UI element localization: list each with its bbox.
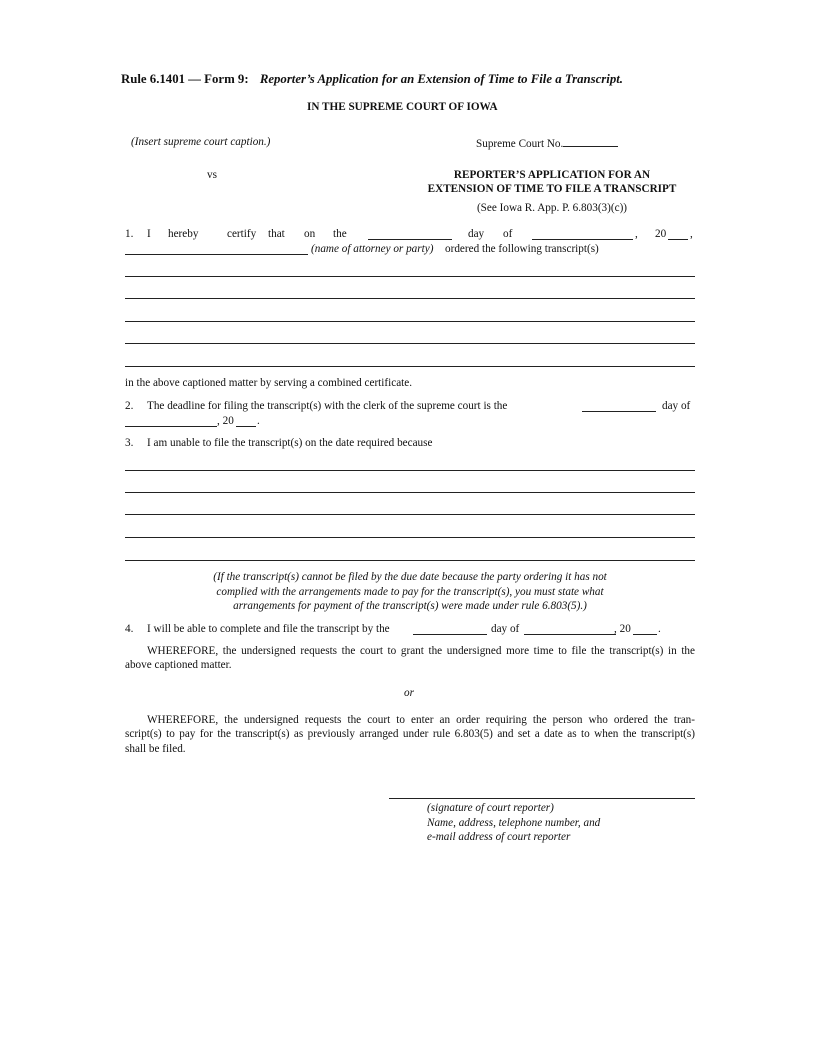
- para4-day-blank[interactable]: [413, 634, 487, 635]
- para4-year: , 20: [614, 623, 631, 635]
- rule-citation: (See Iowa R. App. P. 6.803(3)(c)): [476, 202, 628, 214]
- para3-number: 3.: [125, 437, 134, 449]
- signature-details-1: Name, address, telephone number, and: [427, 817, 601, 829]
- rule-number: Rule 6.1401 — Form 9:: [121, 72, 249, 86]
- wherefore-1-line-2: above captioned matter.: [125, 659, 232, 671]
- para4-number: 4.: [125, 623, 134, 635]
- para1-word: that: [268, 228, 285, 240]
- signature-line[interactable]: [389, 798, 695, 799]
- transcript-line[interactable]: [125, 298, 695, 299]
- document-title-line-1: REPORTER’S APPLICATION FOR AN: [453, 169, 651, 181]
- para1-month-blank[interactable]: [532, 239, 633, 240]
- para4-end: .: [658, 623, 661, 635]
- para1-day-blank[interactable]: [368, 239, 452, 240]
- vs-label: vs: [207, 169, 217, 181]
- para2-end: .: [257, 415, 260, 427]
- para1-word: hereby: [168, 228, 199, 240]
- para2-text: The deadline for filing the transcript(s) with the clerk of the supreme court is the: [147, 400, 508, 412]
- para1-word: on: [304, 228, 316, 240]
- note-line-1: (If the transcript(s) cannot be filed by the due date because the party ordering it has not: [213, 571, 607, 583]
- document-title-line-2: EXTENSION OF TIME TO FILE A TRANSCRIPT: [427, 183, 677, 195]
- court-name: IN THE SUPREME COURT OF IOWA: [307, 101, 498, 113]
- attorney-label: (name of attorney or party): [311, 243, 434, 255]
- wherefore-2-line-1: WHEREFORE, the undersigned requests the court to enter an order requiring the person who ordered the tran-: [147, 714, 695, 726]
- combined-certificate-text: in the above captioned matter by serving a combined certificate.: [125, 377, 413, 389]
- or-separator: or: [404, 687, 414, 699]
- para1-number: 1.: [125, 228, 134, 240]
- attorney-blank[interactable]: [125, 254, 308, 255]
- para2-number: 2.: [125, 400, 134, 412]
- form-header: [121, 72, 623, 86]
- reason-line[interactable]: [125, 492, 695, 493]
- case-no-label: Supreme Court No.: [476, 138, 564, 150]
- para4-text: I will be able to complete and file the transcript by the: [147, 623, 390, 635]
- transcript-line[interactable]: [125, 321, 695, 322]
- signature-label: (signature of court reporter): [427, 802, 554, 814]
- wherefore-1-line-1: WHEREFORE, the undersigned requests the court to grant the undersigned more time to file the transcript(s) in the: [147, 645, 695, 657]
- ordered-text: ordered the following transcript(s): [445, 243, 599, 255]
- para1-year-blank[interactable]: [668, 239, 688, 240]
- para3-text: I am unable to file the transcript(s) on the date required because: [147, 437, 433, 449]
- para1-word: the: [333, 228, 347, 240]
- para1-word: certify: [227, 228, 257, 240]
- insert-caption: (Insert supreme court caption.): [131, 136, 271, 148]
- para2-year: , 20: [217, 415, 234, 427]
- para1-day: day: [468, 228, 485, 240]
- para2-day-blank[interactable]: [582, 411, 656, 412]
- para2-day-of: day of: [662, 400, 691, 412]
- para1-year: 20: [655, 228, 667, 240]
- transcript-line[interactable]: [125, 276, 695, 277]
- para4-year-blank[interactable]: [633, 634, 657, 635]
- wherefore-2-line-2: script(s) to pay for the transcript(s) as previously arranged under rule 6.803(5) and set a date as to when the transcript(s): [125, 728, 695, 740]
- transcript-line[interactable]: [125, 343, 695, 344]
- supreme-court-no: [476, 135, 618, 151]
- note-line-3: arrangements for payment of the transcript(s) were made under rule 6.803(5).): [233, 600, 587, 612]
- reason-line[interactable]: [125, 514, 695, 515]
- para1-word: I: [147, 228, 151, 240]
- note-line-2: complied with the arrangements made to pay for the transcript(s), you must state what: [216, 586, 604, 598]
- signature-details-2: e-mail address of court reporter: [427, 831, 571, 843]
- para2-year-blank[interactable]: [236, 426, 256, 427]
- reason-line[interactable]: [125, 470, 695, 471]
- reason-line[interactable]: [125, 560, 695, 561]
- wherefore-2-line-3: shall be filed.: [125, 743, 186, 755]
- para4-month-blank[interactable]: [524, 634, 616, 635]
- case-no-blank[interactable]: [563, 135, 618, 147]
- transcript-line[interactable]: [125, 366, 695, 367]
- form-title: Reporter’s Application for an Extension of Time to File a Transcript.: [259, 72, 623, 86]
- para1-comma: ,: [690, 228, 693, 240]
- para2-month-blank[interactable]: [125, 426, 217, 427]
- reason-line[interactable]: [125, 537, 695, 538]
- para1-comma: ,: [635, 228, 638, 240]
- para4-day-of: day of: [491, 623, 520, 635]
- para1-of: of: [503, 228, 513, 240]
